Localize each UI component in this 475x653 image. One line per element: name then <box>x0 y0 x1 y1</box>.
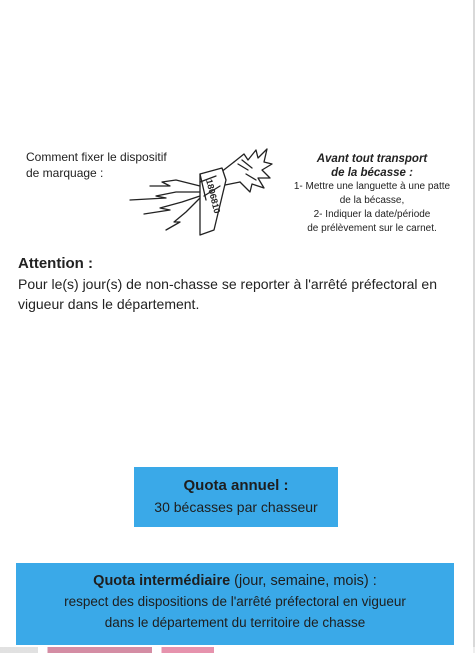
intermediate-quota-title-bold: Quota intermédiaire <box>93 573 231 589</box>
scan-edge-bottom <box>0 647 475 653</box>
transport-title-line2: de la bécasse : <box>331 167 413 179</box>
tag-number: 1806810 <box>204 178 223 215</box>
intermediate-quota-box <box>16 563 454 645</box>
attention-heading: Attention : <box>18 255 93 272</box>
annual-quota-value: 30 bécasses par chasseur <box>154 499 318 515</box>
woodcock-foot-tag-illustration <box>126 140 276 240</box>
transport-step1-line1: 1- Mettre une languette à une patte <box>293 181 451 192</box>
transport-instructions <box>287 152 457 236</box>
transport-step2-line1: 2- Indiquer la date/période <box>313 209 431 220</box>
marking-instruction: Comment fixer le dispositif de marquage : <box>26 150 167 180</box>
transport-step1-line2: de la bécasse, <box>339 195 405 206</box>
intermediate-quota-body-line1: respect des dispositions de l'arrêté préfectoral en vigueur <box>64 594 406 609</box>
transport-title-line1: Avant tout transport <box>316 153 428 165</box>
intermediate-quota-title <box>16 572 454 590</box>
intermediate-quota-body-line2: dans le département du territoire de chasse <box>104 615 366 630</box>
intermediate-quota-title-rest: (jour, semaine, mois) : <box>230 573 377 589</box>
annual-quota-box <box>134 467 338 527</box>
attention-text: Pour le(s) jour(s) de non-chasse se reporter à l'arrêté préfectoral en vigueur dans le département. <box>18 276 437 312</box>
annual-quota-title: Quota annuel : <box>183 477 289 494</box>
transport-step2-line2: de prélèvement sur le carnet. <box>307 223 437 234</box>
